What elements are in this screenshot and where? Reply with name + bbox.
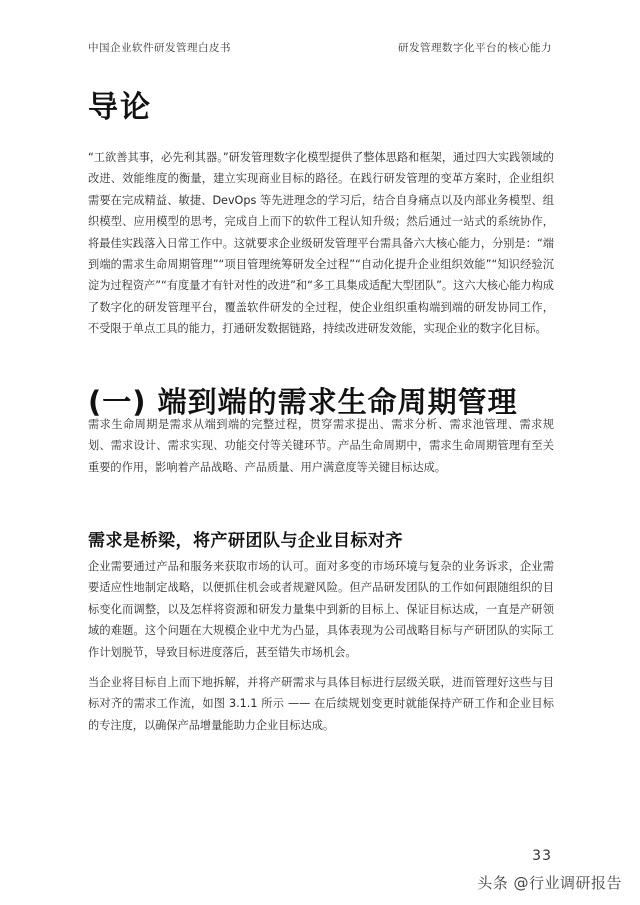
page-number: 33 bbox=[532, 848, 552, 864]
page-header bbox=[88, 40, 552, 58]
section-heading: (一) 端到端的需求生命周期管理 bbox=[88, 385, 518, 419]
subsection-paragraph-1: 企业需要通过产品和服务来获取市场的认可。面对多变的市场环境与复杂的业务诉求，企业需要适应性地制定战略，以便抓住机会或者规避风险。但产品研发团队的工作如何跟随组织的目标变化而调整，以及怎样将资源和研发力量集中到新的目标上、保证目标达成，一直是产研领域的难题。这个问题在大规模企业中尤为凸显，具体表现为公司战略目标与产研团队的实际工作计划脱节，导致目标进度落后，甚至错失市场机会。 bbox=[88, 560, 554, 659]
subsection-paragraph-2: 当企业将目标自上而下地拆解，并将产研需求与具体目标进行层级关联，进而管理好这些与目标对齐的需求工作流，如图 3.1.1 所示 —— 在后续规划变更时就能保持产研工作和企业目标的专注度，以确保产品增量能助力企业目标达成。 bbox=[88, 676, 554, 732]
section-paragraph: 需求生命周期是需求从端到端的完整过程，贯穿需求提出、需求分析、需求池管理、需求规划、需求设计、需求实现、功能交付等关键环节。产品生命周期中，需求生命周期管理有至关重要的作用，影响着产品战略、产品质量、用户满意度等关键目标达成。 bbox=[88, 418, 554, 474]
intro-heading: 导论 bbox=[88, 90, 152, 125]
subsection-heading: 需求是桥梁，将产研团队与企业目标对齐 bbox=[88, 531, 403, 551]
source-watermark: 头条 @行业调研报告 bbox=[477, 874, 622, 892]
header-book-title: 中国企业软件研发管理白皮书 bbox=[88, 42, 231, 54]
header-chapter-title: 研发管理数字化平台的核心能力 bbox=[398, 42, 552, 54]
intro-paragraph: “工欲善其事，必先利其器。”研发管理数字化模型提供了整体思路和框架，通过四大实践领域的改进、效能维度的衡量，建立实现商业目标的路径。在践行研发管理的变革方案时，企业组织需要在完成精益、敏捷、DevOps 等先进理念的学习后，结合自身痛点以及内部业务模型、组织模型、应用模型的思考，完成自上而下的软件工程认知升级；然后通过一站式的系统协作，将最佳实践落入日常工作中。这就要求企业级研发管理平台需具备六大核心能力，分别是：“端到端的需求生命周期管理”“项目管理统筹研发全过程”“自动化提升企业组织效能”“知识经验沉淀为过程资产”“有度量才有针对性的改进”和“多工具集成适配大型团队”。这六大核心能力构成了数字化的研发管理平台，覆盖软件研发的全过程，使企业组织重构端到端的研发协同工作，不受限于单点工具的能力，打通研发数据链路，持续改进研发效能，实现企业的数字化目标。 bbox=[88, 151, 554, 336]
